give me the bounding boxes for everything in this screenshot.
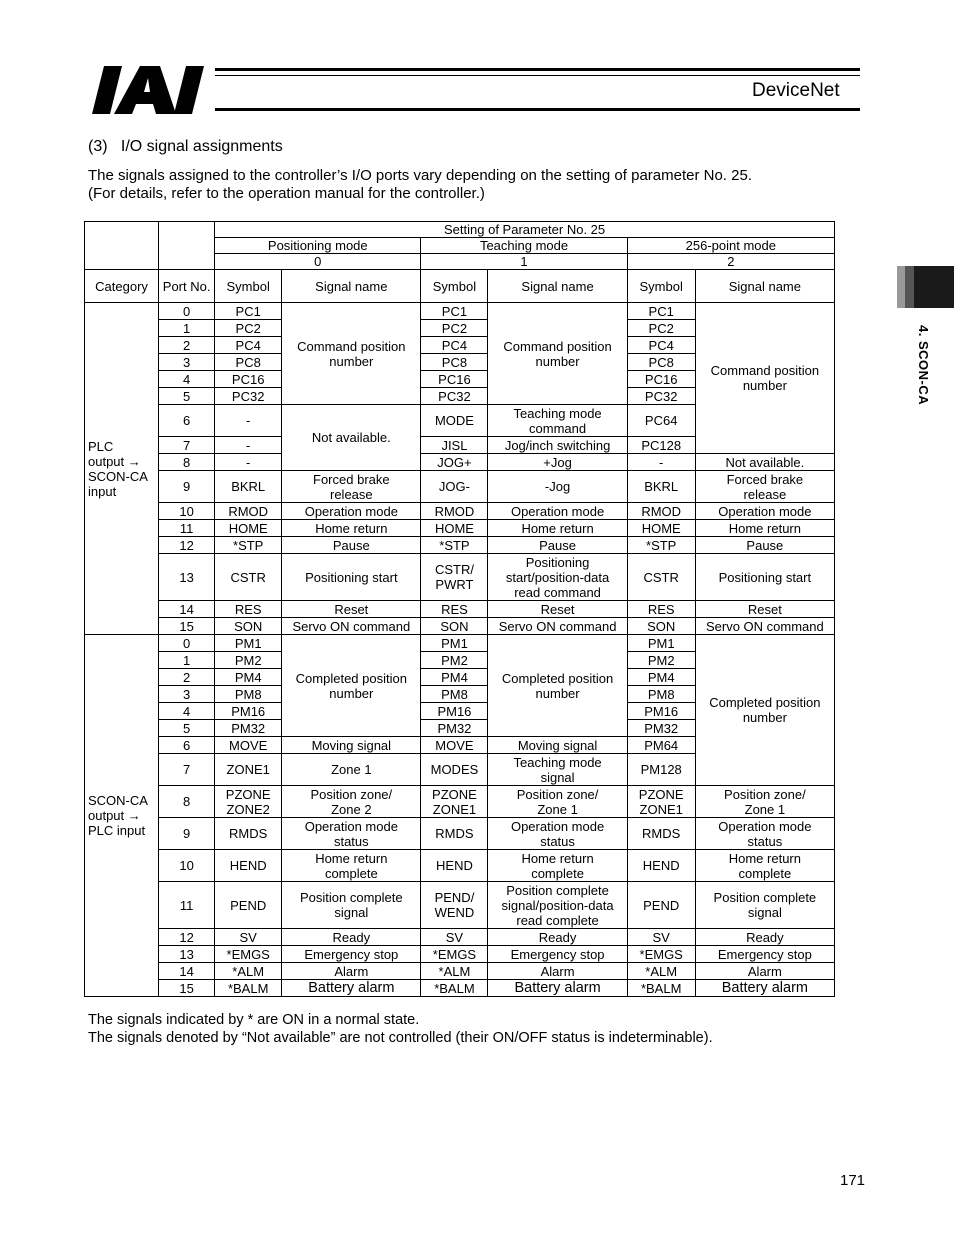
intro-line: (For details, refer to the operation manual for the controller.)	[88, 185, 485, 202]
signal-symbol: *EMGS	[421, 946, 488, 963]
table-row	[85, 601, 835, 618]
signal-name: Operation mode status	[488, 818, 627, 850]
signal-symbol: PC128	[627, 437, 695, 454]
signal-name: Not available.	[282, 405, 421, 471]
signal-name: Forced brake release	[282, 471, 421, 503]
signal-symbol: PM16	[627, 703, 695, 720]
signal-symbol: PC32	[421, 388, 488, 405]
signal-name: Moving signal	[282, 737, 421, 754]
signal-symbol: HEND	[627, 850, 695, 882]
signal-symbol: JOG+	[421, 454, 488, 471]
section-heading: (3) I/O signal assignments	[88, 138, 283, 155]
port-number: 4	[159, 703, 215, 720]
signal-name: Home return	[695, 520, 834, 537]
port-number: 10	[159, 503, 215, 520]
table-row	[85, 850, 835, 882]
port-number: 5	[159, 388, 215, 405]
signal-symbol: -	[627, 454, 695, 471]
signal-symbol: *ALM	[421, 963, 488, 980]
signal-symbol: CSTR	[215, 554, 282, 601]
col-header: Signal name	[695, 270, 834, 303]
signal-symbol: SV	[421, 929, 488, 946]
signal-name: Home return complete	[488, 850, 627, 882]
port-number: 8	[159, 454, 215, 471]
signal-symbol: MOVE	[421, 737, 488, 754]
col-header: Category	[85, 270, 159, 303]
signal-name: Servo ON command	[488, 618, 627, 635]
port-number: 4	[159, 371, 215, 388]
signal-symbol: PM8	[627, 686, 695, 703]
table-row	[85, 520, 835, 537]
signal-name: Pause	[282, 537, 421, 554]
signal-symbol: PC1	[215, 303, 282, 320]
signal-symbol: ZONE1	[215, 754, 282, 786]
signal-symbol: CSTR	[627, 554, 695, 601]
port-number: 10	[159, 850, 215, 882]
port-number: 0	[159, 303, 215, 320]
signal-name: Operation mode	[282, 503, 421, 520]
port-number: 3	[159, 686, 215, 703]
port-number: 15	[159, 618, 215, 635]
signal-symbol: SON	[421, 618, 488, 635]
signal-name: Alarm	[695, 963, 834, 980]
signal-name: Servo ON command	[695, 618, 834, 635]
signal-name: Home return	[282, 520, 421, 537]
signal-symbol: PZONE ZONE1	[627, 786, 695, 818]
signal-symbol: PEND	[627, 882, 695, 929]
signal-symbol: RMOD	[421, 503, 488, 520]
signal-symbol: RMDS	[627, 818, 695, 850]
signal-symbol: PC32	[215, 388, 282, 405]
signal-name: Operation mode	[695, 503, 834, 520]
signal-symbol: PM4	[421, 669, 488, 686]
table-row	[85, 303, 835, 320]
mode-value: 1	[421, 254, 627, 270]
signal-symbol: PM8	[421, 686, 488, 703]
note-line: The signals denoted by “Not available” are not controlled (their ON/OFF status is indeterminable).	[88, 1030, 713, 1046]
signal-symbol: PM1	[215, 635, 282, 652]
signal-symbol: CSTR/ PWRT	[421, 554, 488, 601]
signal-name: -Jog	[488, 471, 627, 503]
port-number: 13	[159, 946, 215, 963]
port-number: 11	[159, 882, 215, 929]
signal-symbol: PC1	[627, 303, 695, 320]
signal-symbol: PM1	[421, 635, 488, 652]
signal-name: Jog/inch switching	[488, 437, 627, 454]
signal-name: Positioning start	[282, 554, 421, 601]
table-row	[85, 980, 835, 997]
signal-symbol: *EMGS	[627, 946, 695, 963]
signal-symbol: PM4	[627, 669, 695, 686]
port-number: 7	[159, 437, 215, 454]
col-header: Port No.	[159, 270, 215, 303]
signal-symbol: PC32	[627, 388, 695, 405]
signal-symbol: MODE	[421, 405, 488, 437]
io-signal-table	[84, 221, 835, 997]
signal-symbol: PC2	[627, 320, 695, 337]
signal-symbol: MOVE	[215, 737, 282, 754]
mode-256-point: 256-point mode	[627, 238, 834, 254]
signal-symbol: HEND	[421, 850, 488, 882]
signal-symbol: SV	[627, 929, 695, 946]
port-number: 9	[159, 471, 215, 503]
chapter-tab	[897, 266, 954, 308]
table-row	[85, 471, 835, 503]
signal-symbol: -	[215, 437, 282, 454]
signal-symbol: RMDS	[421, 818, 488, 850]
signal-symbol: HOME	[627, 520, 695, 537]
signal-name: Ready	[695, 929, 834, 946]
port-number: 12	[159, 929, 215, 946]
signal-symbol: PM8	[215, 686, 282, 703]
mode-positioning: Positioning mode	[215, 238, 421, 254]
signal-symbol: *ALM	[627, 963, 695, 980]
signal-symbol: HOME	[215, 520, 282, 537]
signal-symbol: PM32	[215, 720, 282, 737]
signal-name: Home return complete	[695, 850, 834, 882]
mode-teaching: Teaching mode	[421, 238, 627, 254]
mode-value: 0	[215, 254, 421, 270]
header-rule-bottom	[215, 108, 860, 111]
signal-symbol: *EMGS	[215, 946, 282, 963]
port-number: 6	[159, 405, 215, 437]
signal-name: Pause	[488, 537, 627, 554]
intro-text	[88, 167, 752, 203]
signal-symbol: PC4	[215, 337, 282, 354]
signal-name: Position zone/ Zone 1	[695, 786, 834, 818]
port-number: 1	[159, 320, 215, 337]
signal-symbol: PC2	[421, 320, 488, 337]
signal-symbol: PC16	[215, 371, 282, 388]
blank-corner	[85, 222, 159, 270]
signal-symbol: PM128	[627, 754, 695, 786]
signal-name: Reset	[695, 601, 834, 618]
signal-name: Command position number	[488, 303, 627, 405]
signal-name: Ready	[488, 929, 627, 946]
signal-symbol: *BALM	[421, 980, 488, 997]
signal-symbol: PM32	[627, 720, 695, 737]
port-number: 15	[159, 980, 215, 997]
signal-name: Command position number	[695, 303, 834, 454]
port-number: 2	[159, 337, 215, 354]
signal-name: Completed position number	[488, 635, 627, 737]
port-number: 9	[159, 818, 215, 850]
iai-logo	[92, 66, 208, 114]
signal-symbol: *STP	[421, 537, 488, 554]
signal-name: Forced brake release	[695, 471, 834, 503]
category-cell: PLC output → SCON-CA input	[85, 303, 159, 635]
table-row	[85, 454, 835, 471]
signal-name: Position complete signal	[695, 882, 834, 929]
port-number: 2	[159, 669, 215, 686]
signal-symbol: PC4	[627, 337, 695, 354]
port-number: 1	[159, 652, 215, 669]
chapter-label: 4. SCON-CA	[916, 325, 931, 406]
signal-name: Emergency stop	[488, 946, 627, 963]
table-row	[85, 929, 835, 946]
port-number: 11	[159, 520, 215, 537]
signal-name: Ready	[282, 929, 421, 946]
signal-name: Completed position number	[282, 635, 421, 737]
category-cell: SCON-CA output → PLC input	[85, 635, 159, 997]
table-row	[85, 963, 835, 980]
signal-symbol: -	[215, 454, 282, 471]
signal-symbol: PC4	[421, 337, 488, 354]
signal-name: Position complete signal/position-data read complete	[488, 882, 627, 929]
signal-name: Emergency stop	[695, 946, 834, 963]
signal-name: Not available.	[695, 454, 834, 471]
signal-name: Moving signal	[488, 737, 627, 754]
signal-name: Positioning start	[695, 554, 834, 601]
signal-symbol: RES	[215, 601, 282, 618]
port-number: 0	[159, 635, 215, 652]
col-header: Symbol	[215, 270, 282, 303]
port-number: 14	[159, 963, 215, 980]
signal-symbol: HOME	[421, 520, 488, 537]
signal-name: Alarm	[488, 963, 627, 980]
col-header: Symbol	[627, 270, 695, 303]
table-row	[85, 554, 835, 601]
header-rule-top	[215, 68, 860, 71]
signal-symbol: PM2	[215, 652, 282, 669]
signal-symbol: RMOD	[215, 503, 282, 520]
table-row	[85, 618, 835, 635]
signal-symbol: RMOD	[627, 503, 695, 520]
signal-symbol: PC8	[215, 354, 282, 371]
signal-name: Operation mode	[488, 503, 627, 520]
signal-symbol: PC16	[627, 371, 695, 388]
signal-name: Pause	[695, 537, 834, 554]
col-header: Symbol	[421, 270, 488, 303]
signal-symbol: PM64	[627, 737, 695, 754]
signal-symbol: PEND	[215, 882, 282, 929]
port-number: 3	[159, 354, 215, 371]
table-row	[85, 786, 835, 818]
signal-name: Reset	[282, 601, 421, 618]
signal-name: Battery alarm	[282, 980, 421, 997]
port-number: 14	[159, 601, 215, 618]
signal-name: Reset	[488, 601, 627, 618]
signal-name: Battery alarm	[488, 980, 627, 997]
port-number: 6	[159, 737, 215, 754]
port-number: 7	[159, 754, 215, 786]
header-rule-mid	[215, 75, 860, 76]
signal-symbol: PZONE ZONE1	[421, 786, 488, 818]
table-row	[85, 635, 835, 652]
signal-symbol: PC16	[421, 371, 488, 388]
signal-symbol: *BALM	[215, 980, 282, 997]
signal-symbol: BKRL	[627, 471, 695, 503]
intro-line: The signals assigned to the controller’s I/O ports vary depending on the setting of parameter No. 25.	[88, 167, 752, 184]
signal-name: Zone 1	[282, 754, 421, 786]
signal-symbol: PM16	[421, 703, 488, 720]
signal-symbol: *STP	[627, 537, 695, 554]
signal-symbol: PM4	[215, 669, 282, 686]
signal-name: +Jog	[488, 454, 627, 471]
signal-symbol: PM16	[215, 703, 282, 720]
notes	[88, 1011, 713, 1047]
port-number: 8	[159, 786, 215, 818]
signal-name: Command position number	[282, 303, 421, 405]
signal-symbol: PC64	[627, 405, 695, 437]
signal-name: Alarm	[282, 963, 421, 980]
signal-name: Battery alarm	[695, 980, 834, 997]
signal-symbol: PC1	[421, 303, 488, 320]
signal-symbol: PM2	[421, 652, 488, 669]
signal-symbol: RES	[627, 601, 695, 618]
signal-name: Positioning start/position-data read command	[488, 554, 627, 601]
signal-name: Home return complete	[282, 850, 421, 882]
signal-symbol: JISL	[421, 437, 488, 454]
signal-name: Operation mode status	[695, 818, 834, 850]
signal-name: Home return	[488, 520, 627, 537]
signal-symbol: SV	[215, 929, 282, 946]
signal-symbol: RMDS	[215, 818, 282, 850]
signal-symbol: PM2	[627, 652, 695, 669]
signal-name: Emergency stop	[282, 946, 421, 963]
table-row	[85, 503, 835, 520]
signal-symbol: *ALM	[215, 963, 282, 980]
signal-symbol: *BALM	[627, 980, 695, 997]
signal-name: Operation mode status	[282, 818, 421, 850]
page-number: 171	[840, 1172, 866, 1189]
io-table-body	[85, 303, 835, 997]
signal-symbol: -	[215, 405, 282, 437]
port-number: 12	[159, 537, 215, 554]
col-header: Signal name	[488, 270, 627, 303]
signal-name: Servo ON command	[282, 618, 421, 635]
signal-name: Position complete signal	[282, 882, 421, 929]
table-row	[85, 882, 835, 929]
signal-symbol: PC2	[215, 320, 282, 337]
signal-symbol: PC8	[627, 354, 695, 371]
signal-name: Teaching mode command	[488, 405, 627, 437]
signal-symbol: SON	[215, 618, 282, 635]
table-row	[85, 537, 835, 554]
table-row	[85, 818, 835, 850]
signal-symbol: PM1	[627, 635, 695, 652]
col-header: Signal name	[282, 270, 421, 303]
signal-symbol: PM32	[421, 720, 488, 737]
note-line: The signals indicated by * are ON in a normal state.	[88, 1012, 420, 1028]
brand-name: DeviceNet	[752, 80, 840, 101]
signal-symbol: PZONE ZONE2	[215, 786, 282, 818]
param-header: Setting of Parameter No. 25	[215, 222, 835, 238]
signal-symbol: RES	[421, 601, 488, 618]
port-number: 13	[159, 554, 215, 601]
signal-symbol: JOG-	[421, 471, 488, 503]
signal-symbol: BKRL	[215, 471, 282, 503]
signal-name: Teaching mode signal	[488, 754, 627, 786]
signal-symbol: MODES	[421, 754, 488, 786]
signal-symbol: PC8	[421, 354, 488, 371]
port-number: 5	[159, 720, 215, 737]
signal-symbol: SON	[627, 618, 695, 635]
signal-symbol: HEND	[215, 850, 282, 882]
mode-value: 2	[627, 254, 834, 270]
signal-symbol: PEND/ WEND	[421, 882, 488, 929]
signal-name: Position zone/ Zone 1	[488, 786, 627, 818]
signal-name: Completed position number	[695, 635, 834, 786]
table-row	[85, 946, 835, 963]
signal-name: Position zone/ Zone 2	[282, 786, 421, 818]
signal-symbol: *STP	[215, 537, 282, 554]
